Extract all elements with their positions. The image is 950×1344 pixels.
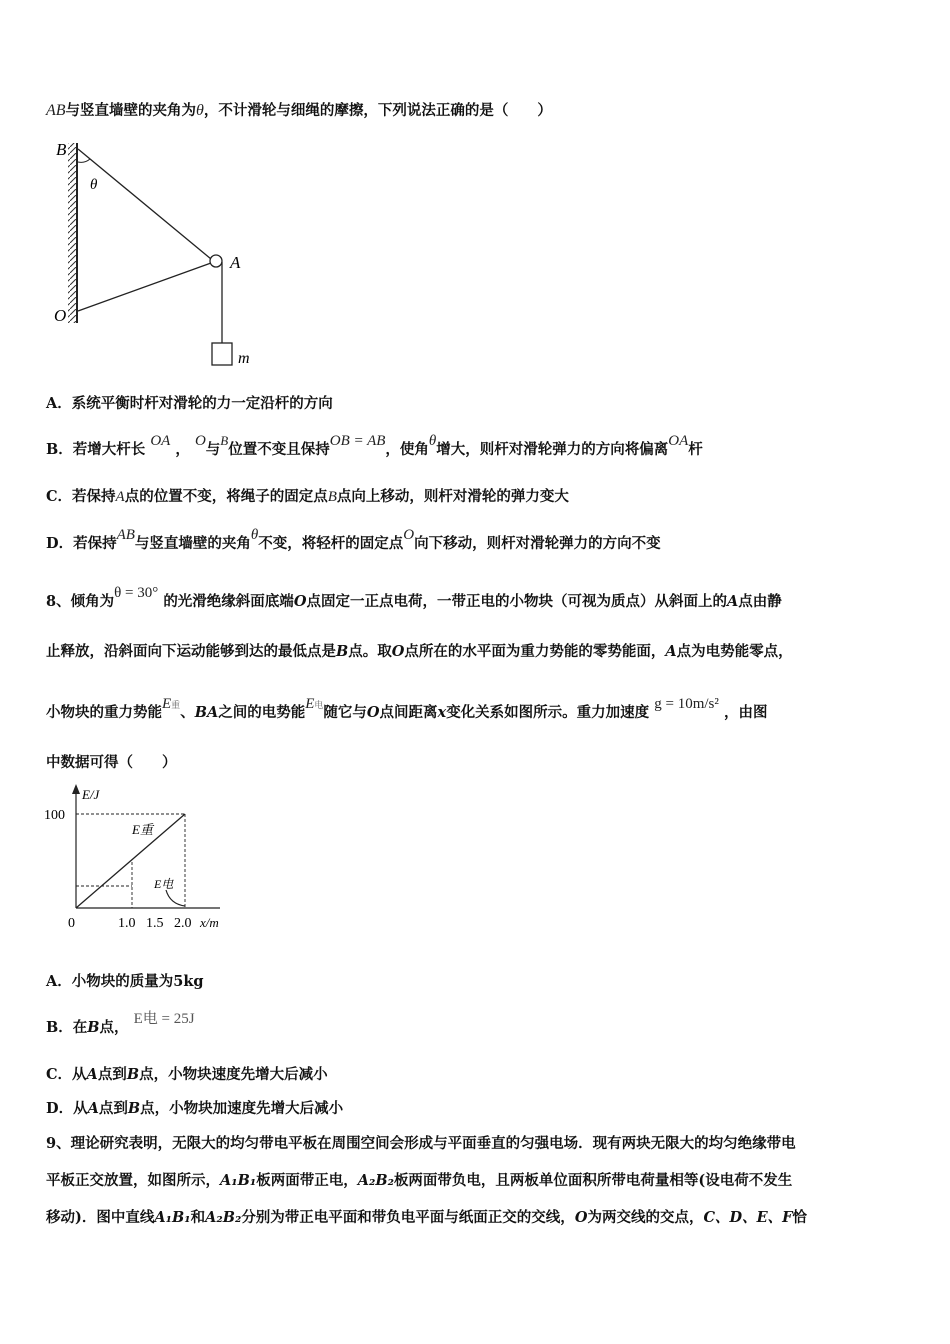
label-theta: θ xyxy=(90,177,98,193)
label-b: B xyxy=(56,140,67,159)
q7-option-c: C．若保持A点的位置不变，将绳子的固定点B点向上移动，则杆对滑轮的弹力变大 xyxy=(46,488,569,505)
q7-option-a: A．系统平衡时杆对滑轮的力一定沿杆的方向 xyxy=(46,395,333,412)
math-ab: AB xyxy=(46,102,66,119)
y-tick-100: 100 xyxy=(44,808,65,823)
x-tick-1-5: 1.5 xyxy=(146,916,164,931)
q9-line-2: 平板正交放置，如图所示，A₁B₁板两面带正电，A₂B₂板两面带负电，且两板单位面积所带电荷量相等(设电荷不发生 xyxy=(46,1172,793,1189)
q7-pulley-figure xyxy=(40,135,280,375)
q8-line-1: 8、倾角为θ = 30° 的光滑绝缘斜面底端O点固定一正点电荷，一带正电的小物块（可视为质点）从斜面上的A点由静 xyxy=(46,585,782,610)
q8-energy-chart xyxy=(40,782,240,942)
e-zhong-line xyxy=(76,814,185,908)
origin-label: 0 xyxy=(68,916,75,931)
x-tick-2: 2.0 xyxy=(174,916,192,931)
label-o: O xyxy=(54,306,67,325)
q7-option-b: B．若增大杆长 OA ， O与B位置不变且保持OB = AB，使角θ增大，则杆对滑轮弹力的方向将偏离OA杆 xyxy=(46,433,703,458)
q8-line-2: 止释放，沿斜面向下运动能够到达的最低点是B点。取O点所在的水平面为重力势能的零势能面，A点为电势能零点， xyxy=(46,643,793,660)
q7-option-d: D．若保持AB与竖直墙壁的夹角θ不变，将轻杆的固定点O向下移动，则杆对滑轮弹力的方向不变 xyxy=(46,527,661,552)
q8-option-c: C．从A点到B点，小物块速度先增大后减小 xyxy=(46,1066,328,1083)
label-m: m xyxy=(238,350,250,367)
q8-option-d: D．从A点到B点，小物块加速度先增大后减小 xyxy=(46,1100,344,1117)
rope-ba xyxy=(78,149,211,259)
q8-line-4: 中数据可得（ ） xyxy=(46,754,177,771)
label-e-zhong: E重 xyxy=(132,822,153,837)
theta-arc xyxy=(78,159,90,162)
mass-block xyxy=(212,343,232,365)
q8-option-a: A．小物块的质量为5kg xyxy=(46,973,204,990)
y-axis-label: E/J xyxy=(82,787,100,802)
q9-line-1: 9、理论研究表明，无限大的均匀带电平板在周围空间会形成与平面垂直的匀强电场．现有两块无限大的均匀绝缘带电 xyxy=(46,1135,796,1152)
pulley xyxy=(210,255,222,267)
x-tick-1: 1.0 xyxy=(118,916,136,931)
y-axis-arrow xyxy=(72,784,80,794)
wall-hatch xyxy=(68,143,77,323)
rod-oa xyxy=(78,263,211,311)
label-e-dian: E电 xyxy=(154,877,174,891)
q8-line-3: 小物块的重力势能E重、BA之间的电势能E电随它与O点间距离x变化关系如图所示。重力加速度 g = 10m/s² ，由图 xyxy=(46,696,768,721)
label-a: A xyxy=(230,253,241,272)
x-axis-label: x/m xyxy=(200,915,219,930)
q8-option-b: B．在B点， E电 = 25J xyxy=(46,1011,195,1036)
q9-line-3: 移动)．图中直线A₁B₁和A₂B₂分别为带正电平面和带负电平面与纸面正交的交线，O为两交线的交点，C、D、E、F恰 xyxy=(46,1209,807,1226)
q7-intro: AB与竖直墙壁的夹角为θ，不计滑轮与细绳的摩擦，下列说法正确的是（ ） xyxy=(46,102,552,119)
e-dian-curve xyxy=(166,890,185,906)
